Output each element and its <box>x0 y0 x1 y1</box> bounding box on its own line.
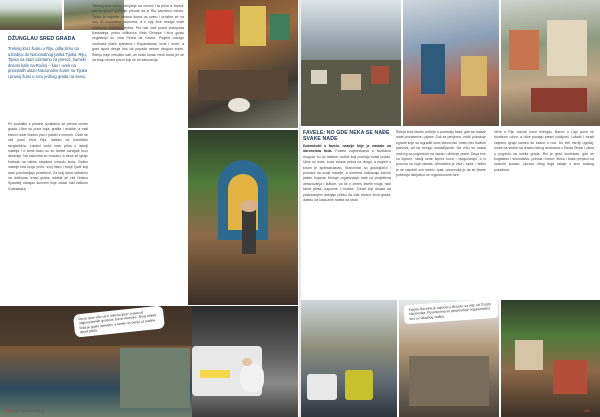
magazine-name: CITY MAGAZINE 2 <box>13 409 44 413</box>
photo-dog-and-car <box>192 306 298 417</box>
photo-favela-green <box>501 300 600 417</box>
photo-favela-alley <box>403 0 499 126</box>
right-column-1 <box>303 144 391 298</box>
photo-colorful-street-shop <box>188 0 298 128</box>
photo-forest-trail <box>0 0 62 30</box>
left-column-2-text: Po povratku s planine spuštamo se prema centru grada. Ulice su pune boja, grafita i muzike, a mali barovi nude hladno pivo i pastel s mesom. Ovde se vidi pravi život Rija, daleko od turističkih razglednica. Lokalni vodič nam priča o istoriji naselja i o tome kako su se favele razvijale kroz decenije. Na zidovima su mozaici, a deca se igraju fudbala na uskim stazama između kuća. Svako naselje ima svoju priču, svoj ritam i svoje ljude koji rado pozdravljaju posetioce. Za kraj dana odlazimo na vidikovac iznad grada, odakle se vidi Hristos Spasitelj obasjan suncem koje zalazi nad zalivom Guanabara. <box>8 122 88 191</box>
photo-favela-buildings <box>501 0 600 126</box>
right-column-2-text: Šetnja kroz favelu počinje u podnožju brda, gde se nalaze male prodavnice i pijace. Dok se penjemo, vodič pokazuje zgrade koje su izgradili sami stanovnici, često bez ikakvih planova, ali sa mnogo snalažljivosti. Na vrhu se nalazi mali trg sa pogledom na okean i obližnje plaže. Deca trče za loptom, stariji sede ispred kuća i razgovaraju, a iz prozora se čuje samba. Atmosfera je živa i topla, i teško je ne zavoleti ovo mesto. Ipak, preporuka je da se favele posećuju isključivo uz organizovane ture. <box>396 130 486 178</box>
left-lead: Treking kroz šumu u Riju, odla-zimo na uzbrdicu do Nacionalnog parka Tijuka. Riju, Tijuka na stazi uzimamo za prevoz, šumski dnevni kafe na Roćini – kao i uvek na preostalih ulazu Nacionalne šume na Tijuka i pravoj šumi u srcu jednog grada na svetu. <box>8 46 87 79</box>
right-footer <box>584 409 590 413</box>
left-column-2 <box>8 122 88 302</box>
right-column-3-text: Veče u Riju donosi novu energiju. Barovi u Lapi pune se muzikom uživo, a ulice postaju plesni podijumi. Lokalci i turisti zajedno igraju sambu do kasno u noć. Ko želi mirniji ugođaj, može da sedne na terasu nekog restorana u Santa Terezi i uživa u pogledu na svetla grada. Rio je grad kontrasta, gde se bogatstvo i siromaštvo, priroda i beton, tišina i buka prepliću na svakom koraku. Upravo zbog toga ostaje u srcu svakog posetioca. <box>494 130 594 172</box>
right-column-1-lead: Dobrodošli u favelu, naselje koje je nastalo na obroncima brda. <box>303 144 391 154</box>
right-column-3 <box>494 130 594 298</box>
right-column-2 <box>396 130 486 298</box>
photo-graffiti-doorway <box>188 130 298 305</box>
left-footer <box>6 409 44 413</box>
left-column-1-text: Treking kroz šumu, penjanje na vrhove i ta priča iz favela, sve to govori ljubitelju prirode da je Rio savršeno mesto. Tijuka je najveća urbana šuma na svetu i prostire se na oko 32 kvadratna kilometra, a u njoj žive mnoge vrste majmuna, tukana i leptira. Put nas vodi pored vodopada Kaskatinja, preko vidikovca Vista Chinesa i kroz gustu vegetaciju do vrha Pedra da Gavea. Pogled odozgo obuhvata plaže Ipanema i Kopakabana, brda i more, a grad ispod deluje kao da pripada nekom drugom svetu. Šetnja traje nekoliko sati, ali svaki korak vredi truda jer se na kraju otvara prizor koji se ne zaboravlja. <box>92 4 184 63</box>
left-heading: DŽUNGLAU SRED GRADA <box>8 36 76 42</box>
left-column-1 <box>92 4 184 304</box>
right-page-number: 101 <box>584 409 590 413</box>
right-heading: FAVELE: NO GDE NEKA SE NAĐE SVAKE NADE <box>303 130 390 142</box>
left-page-number: 100 <box>6 409 12 413</box>
photo-favela-wires <box>301 0 401 126</box>
left-photo-caption: Rio je dom više od 6 miliona ljudi i jedan od najposećenijih gradova Južne Amerike. Zbog reljefa brda je gusto naseljen, a favele se penju uz padine iznad plaža. <box>73 305 165 337</box>
right-column-1-text: Posete zajednicama u favelama moguće su uz lokalne vodiče koji poznaju svaki prolaz. Ulice su uske, kuće zidane jedna na drugu, a pogled s krova je spektakularan. Stanovnici su gostoljubivi i ponosni na svoje naselje, a umetnici oslikavaju zidove jarkim bojama. Mnoge organizacije rade na projektima obrazovanja i kulture, pa se u centru favele mogu naći škole plesa, kapoeire i muzike. Turisti koji dolaze sa poštovanjem dobijaju priliku da vide stvarni život grada, daleko od luksuznih hotela na obali. <box>303 149 391 203</box>
photo-street-traffic <box>301 300 397 417</box>
right-photo-caption: Favela Rocinha je najveća u Brazilu, sa više od 70.000 stanovnika. Posetiocima se preporučuje organizovana tura uz lokalnog vodiča. <box>403 299 498 324</box>
